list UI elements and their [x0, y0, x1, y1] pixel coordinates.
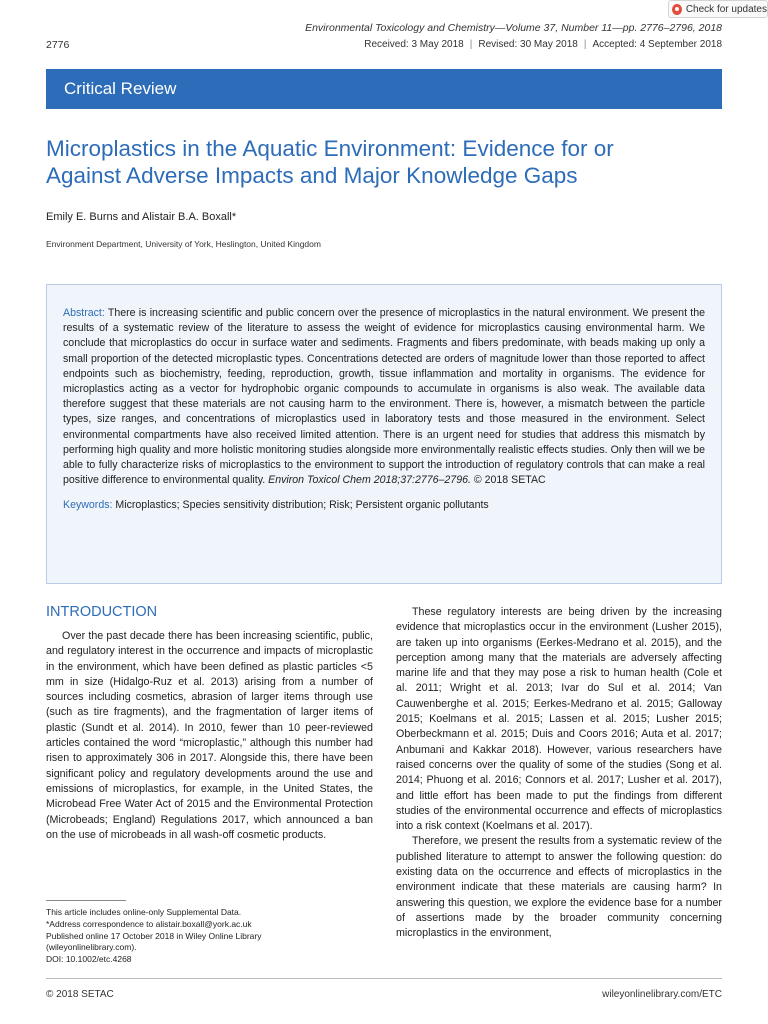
footnote-published: Published online 17 October 2018 in Wiley Online Library — [46, 930, 262, 941]
footnote-doi[interactable]: DOI: 10.1002/etc.4268 — [46, 954, 132, 965]
footer-divider — [46, 978, 722, 979]
intro-paragraph-3: Therefore, we present the results from a systematic review of the published literature to attempt to answer the following question: do existing data on the occurrence and effects of microplastics in the environment indicate that these materials are causing harm? In answering this question, we explore the evidence base for a number of assertions made by the broader community concerning microplastics in the environment, — [396, 835, 722, 940]
keywords-label: Keywords: — [63, 499, 113, 512]
revised-date: Revised: 30 May 2018 — [478, 39, 578, 50]
footnote-supplemental: This article includes online-only Supplemental Data. — [46, 907, 242, 917]
intro-paragraph-1: Over the past decade there has been increasing scientific, public, and regulatory interest in the occurrence and impacts of microplastic in the environment, which have been defined as plastic particles <5 mm in size (Hidalgo-Ruz et al. 2013) arising from a number of sources including cosmetics, abrasion of larger items through use (such as tire fragments), and the fragmentation of larger items of plastic (Sundt et al. 2014). In 2010, fewer than 10 peer-reviewed articles contained the word “microplastic,” although this number had risen to approximately 306 in 2017. Alongside this, there have been significant policy and regulatory developments around the use and emissions of microplastics, for example, in the United States, the Microbead Free Water Act of 2015 and the Environmental Protection (Microbeads; England) Regulations 2017, which announced a ban on the use of microbeads in all wash-off cosmetic products. — [46, 630, 373, 841]
journal-citation: Environmental Toxicology and Chemistry—Volume 37, Number 11—pp. 2776–2796, 2018 — [305, 22, 722, 34]
article-type-label: Critical Review — [64, 79, 177, 98]
keywords — [63, 498, 705, 513]
check-for-updates-label: Check for updates — [685, 3, 767, 15]
article-type-banner — [46, 69, 722, 109]
right-column — [396, 605, 722, 942]
abstract-body: There is increasing scientific and public concern over the presence of microplastics in the natural environment. We present the results of a systematic review of the literature to assess the weight of evidence for microplastics causing environmental harm. We conclude that microplastics do occur in surface water and sediments. Fragments and fibers predominate, with beads making up only a small proportion of the detected microplastic types. Concentrations detected are orders of magnitude lower than those reported to affect endpoints such as biochemistry, feeding, reproduction, growth, tissue inflammation and mortality in organisms. The evidence for microplastics acting as a vector for hydrophobic organic compounds to accumulate in organisms is also weak. The available data therefore suggest that these materials are not causing harm to the environment. There is, however, a mismatch between the particle types, size ranges, and concentrations of microplastics used in laboratory tests and those measured in the environment. Select environmental compartments have also received limited attention. There is an urgent need for studies that address this mismatch by performing high quality and more holistic monitoring studies alongside more environmentally realistic effects studies. Only then will we be able to fully characterize risks of microplastics to the environment to support the introduction of regulatory controls that can make a real positive difference to environmental quality. — [63, 307, 705, 487]
authors: Emily E. Burns and Alistair B.A. Boxall* — [46, 211, 237, 223]
abstract-label: Abstract: — [63, 307, 105, 319]
footer-copyright: © 2018 SETAC — [46, 989, 114, 1000]
page-number: 2776 — [46, 39, 70, 51]
footnote-divider — [46, 900, 126, 901]
title-line-1: Microplastics in the Aquatic Environment: Evidence for or — [46, 136, 614, 161]
affiliation: Environment Department, University of York, Heslington, United Kingdom — [46, 239, 321, 249]
accepted-date: Accepted: 4 September 2018 — [592, 39, 722, 50]
intro-paragraph-2: These regulatory interests are being driven by the increasing evidence that microplastics occur in the environment (Lusher 2015), are taken up into organisms (Eerkes-Medrano et al. 2015), and the perception among many that the materials are adversely affecting marine life and that they may pose a risk to human health (Cole et al. 2011; Wright et al. 2013; Ivar do Sul et al. 2014; Van Cauwenberghe et al. 2015; Eerkes-Medrano et al. 2015; Galloway 2015; Koelmans et al. 2015; Lassen et al. 2015; Lusher 2015; Oberbeckmann et al. 2015; Duis and Coors 2016; Auta et al. 2017; Anbumani and Kakkar 2018). However, various researchers have raised concerns over the quality of some of the studies (Song et al. 2014; Phuong et al. 2016; Connors et al. 2017; Lusher et al. 2017), and little effort has been made to put the findings from different studies of the environmental occurrence and effects of microplastics into a risk context (Koelmans et al. 2017). — [396, 606, 722, 833]
title-line-2: Against Adverse Impacts and Major Knowledge Gaps — [46, 163, 578, 188]
abstract — [63, 306, 705, 488]
abstract-box — [46, 284, 722, 584]
article-title — [46, 135, 706, 189]
footnotes — [46, 907, 366, 966]
check-for-updates-button[interactable] — [668, 0, 768, 18]
abstract-citation: Environ Toxicol Chem 2018;37:2776–2796. — [265, 474, 471, 487]
article-dates: Received: 3 May 2018 | Revised: 30 May 2018 | Accepted: 4 September 2018 — [364, 39, 722, 50]
footnote-correspondence[interactable]: *Address correspondence to alistair.boxall@york.ac.uk — [46, 918, 252, 929]
footnote-library-link[interactable]: (wileyonlinelibrary.com). — [46, 942, 137, 953]
left-column — [46, 629, 373, 843]
introduction-heading: INTRODUCTION — [46, 604, 158, 620]
keywords-list: Microplastics; Species sensitivity distribution; Risk; Persistent organic pollutants — [112, 499, 489, 512]
abstract-copyright: © 2018 SETAC — [470, 474, 546, 487]
received-date: Received: 3 May 2018 — [364, 39, 464, 50]
crossmark-icon — [672, 4, 682, 15]
footer-journal-link[interactable]: wileyonlinelibrary.com/ETC — [602, 989, 722, 1000]
